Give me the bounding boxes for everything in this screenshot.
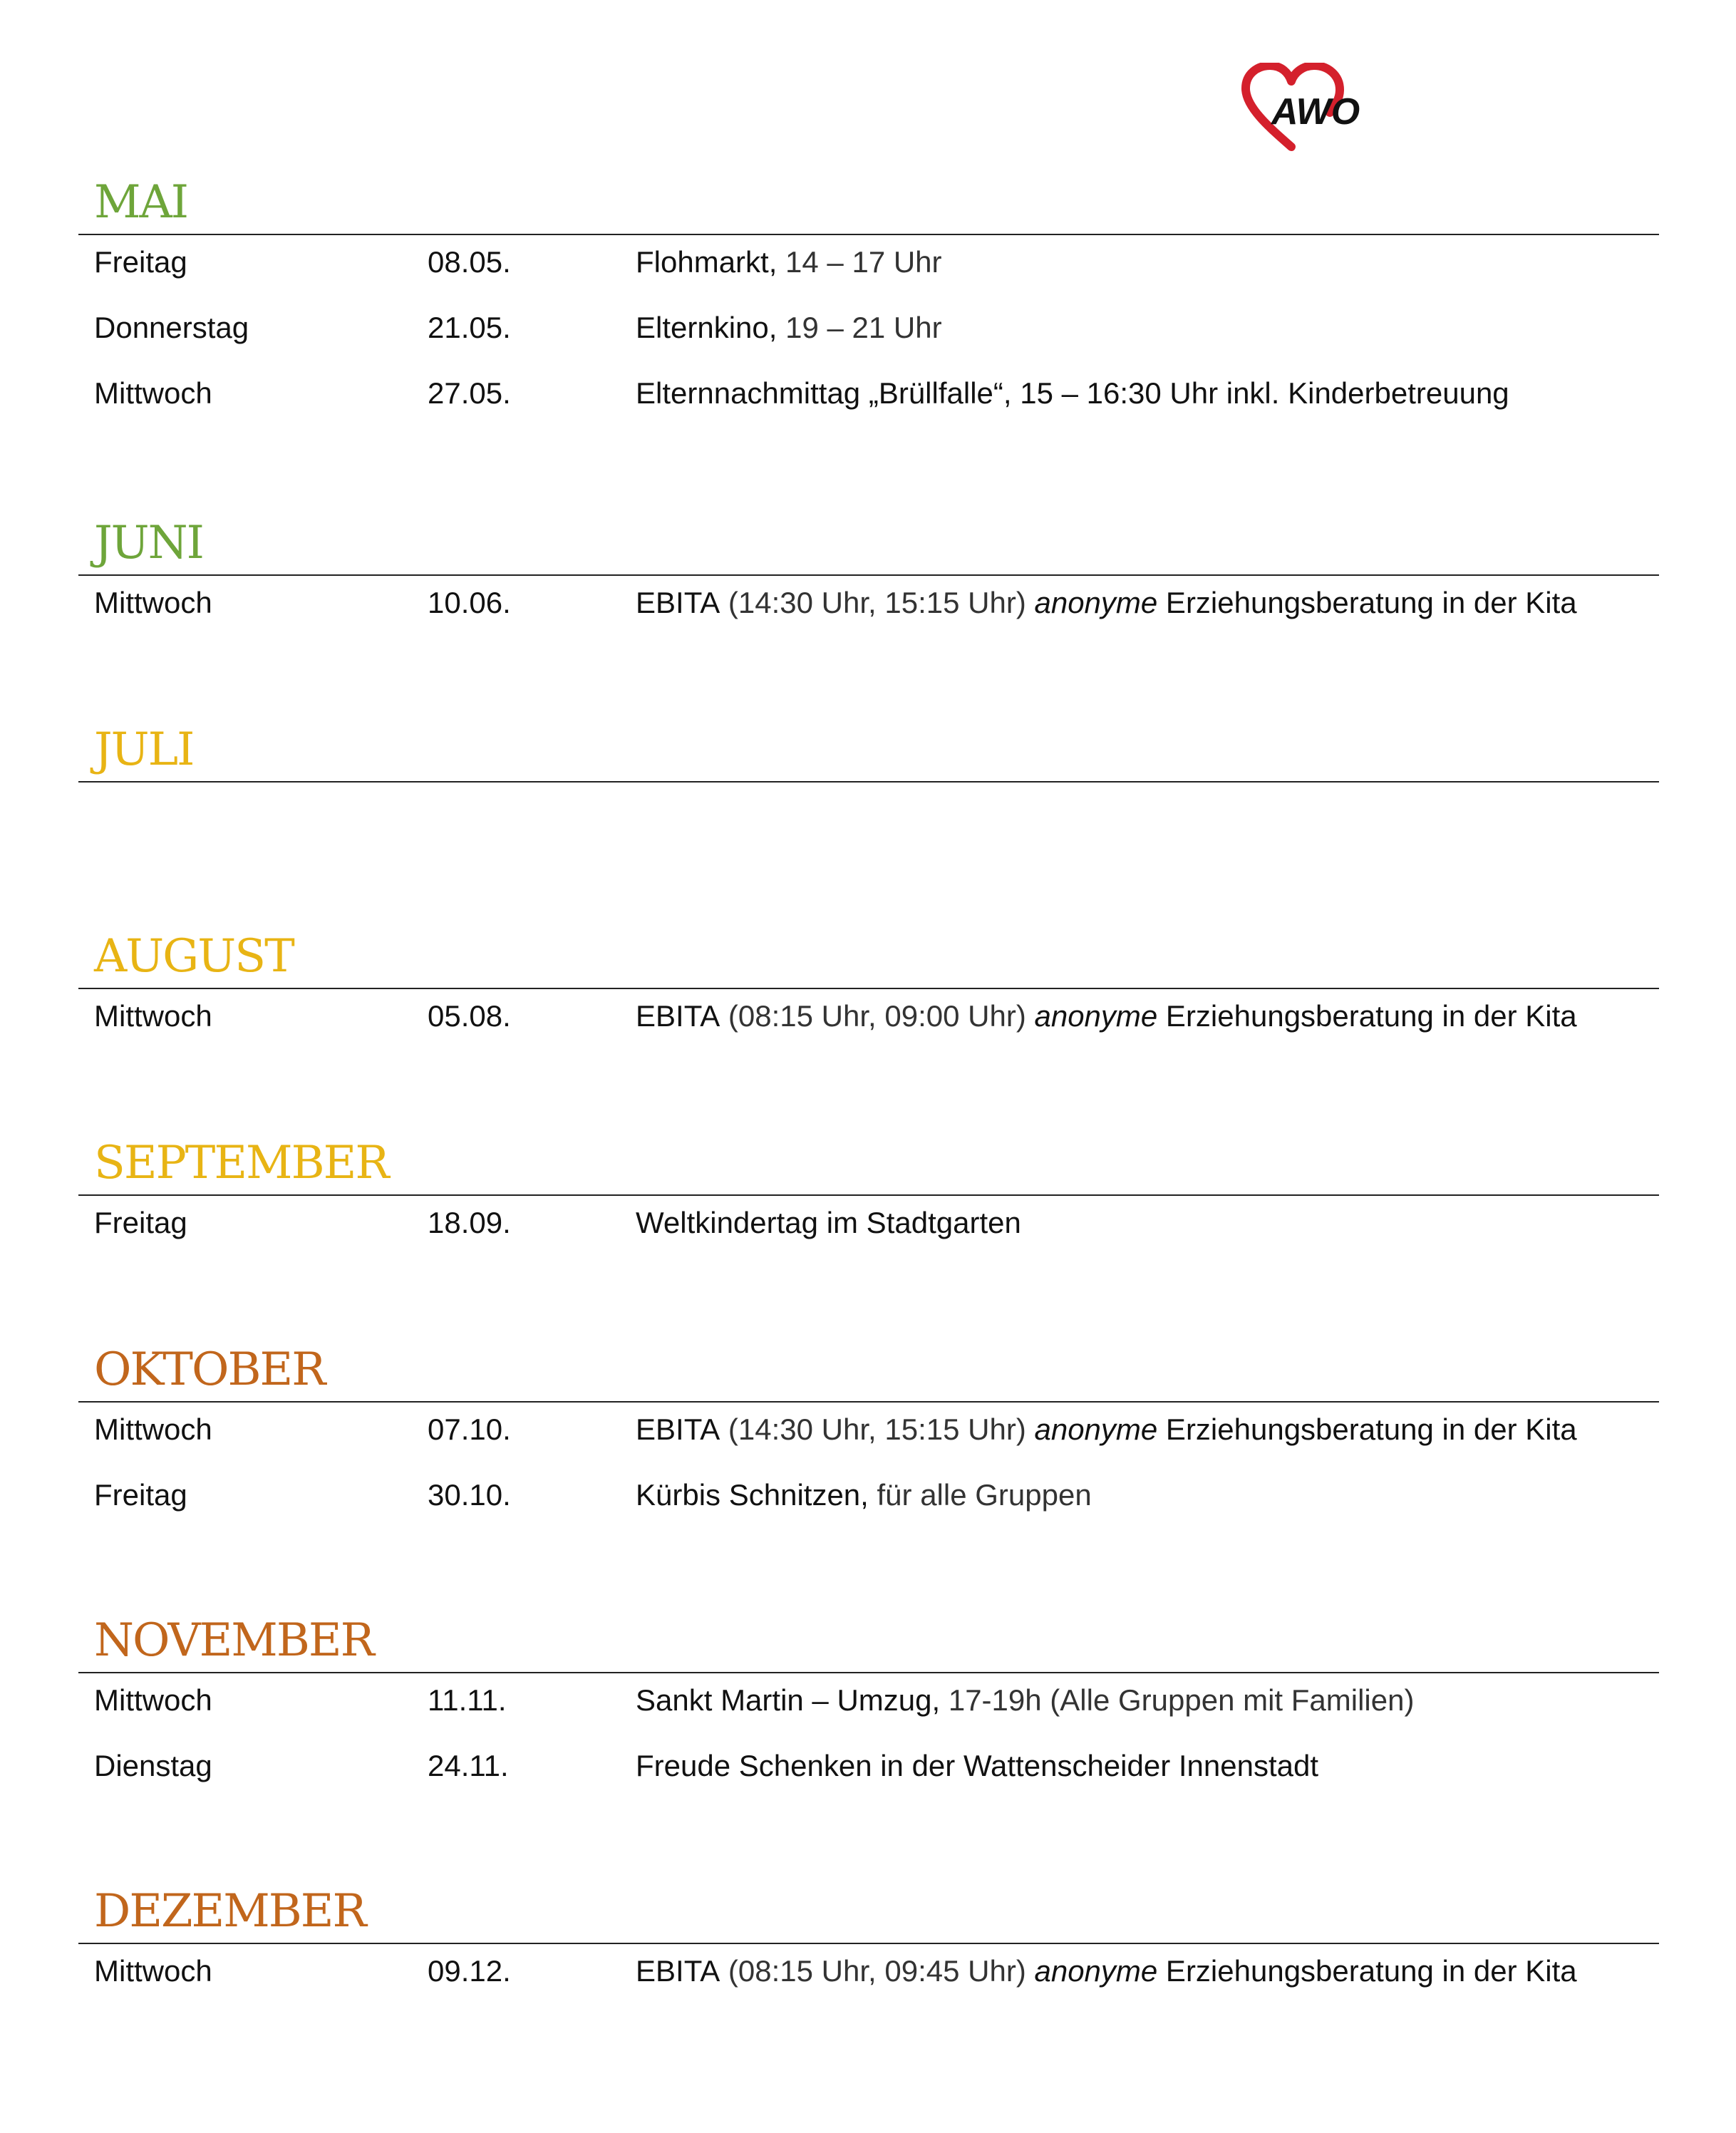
event-row — [78, 1944, 1659, 2010]
event — [636, 1745, 1318, 1787]
month-title: oktober — [94, 1324, 325, 1400]
weekday: Freitag — [94, 245, 187, 279]
month-section-dezember — [78, 1866, 1659, 2010]
date: 24.11. — [428, 1749, 509, 1782]
weekday: Mittwoch — [94, 1412, 212, 1446]
weekday: Mittwoch — [94, 376, 212, 410]
event-detail: (08:15 Uhr, 09:00 Uhr) — [720, 999, 1035, 1033]
awo-logo — [1240, 63, 1368, 155]
month-section-mai — [78, 157, 1659, 432]
event-row — [78, 576, 1659, 641]
event-detail: 19 – 21 Uhr — [777, 311, 942, 344]
month-title: juni — [94, 497, 203, 574]
weekday: Mittwoch — [94, 1683, 212, 1717]
event-title: EBITA — [636, 999, 720, 1033]
month-title: september — [94, 1117, 388, 1194]
event-title: Flohmarkt, — [636, 245, 777, 279]
month-section-juni — [78, 497, 1659, 641]
event-row — [78, 1673, 1659, 1739]
event-emphasis: anonyme — [1034, 1412, 1158, 1446]
event-emphasis: anonyme — [1034, 1954, 1158, 1988]
event — [636, 1474, 1092, 1517]
event-title: Freude Schenken in der Wattenscheider Innenstadt — [636, 1749, 1319, 1782]
event-row — [78, 1196, 1659, 1261]
date: 27.05. — [428, 376, 511, 410]
event-row — [78, 1403, 1659, 1468]
month-section-oktober — [78, 1324, 1659, 1534]
month-title: juli — [94, 704, 194, 780]
event-title: EBITA — [636, 586, 720, 619]
month-title: august — [94, 911, 294, 987]
event-row — [78, 235, 1659, 301]
event-title: Weltkindertag im Stadtgarten — [636, 1206, 1021, 1239]
event — [636, 1679, 1414, 1722]
weekday: Mittwoch — [94, 586, 212, 619]
date: 30.10. — [428, 1478, 511, 1512]
date: 07.10. — [428, 1412, 511, 1446]
event-detail: (14:30 Uhr, 15:15 Uhr) — [720, 586, 1035, 619]
weekday: Donnerstag — [94, 311, 249, 344]
month-section-november — [78, 1595, 1659, 1804]
event-title: Elternnachmittag „Brüllfalle“, 15 – 16:30 Uhr inkl. Kinderbetreuung — [636, 376, 1509, 410]
event-emphasis: anonyme — [1034, 586, 1158, 619]
date: 11.11. — [428, 1683, 507, 1717]
heart-logo-icon — [1240, 63, 1368, 155]
event — [636, 241, 942, 284]
event — [636, 1408, 1577, 1451]
weekday: Mittwoch — [94, 999, 212, 1033]
month-section-september — [78, 1117, 1659, 1261]
event-detail: 17-19h (Alle Gruppen mit Familien) — [940, 1683, 1415, 1717]
event-title: Elternkino, — [636, 311, 777, 344]
date: 08.05. — [428, 245, 511, 279]
event-row — [78, 366, 1659, 432]
event — [636, 1950, 1577, 1993]
event-row — [78, 1739, 1659, 1804]
event-detail: (14:30 Uhr, 15:15 Uhr) — [720, 1412, 1035, 1446]
date: 10.06. — [428, 586, 511, 619]
event — [636, 995, 1577, 1038]
month-section-juli — [78, 704, 1659, 783]
event-detail: für alle Gruppen — [868, 1478, 1092, 1512]
event-emphasis: anonyme — [1034, 999, 1158, 1033]
event-title: EBITA — [636, 1954, 720, 1988]
weekday: Dienstag — [94, 1749, 212, 1782]
event-tail: Erziehungsberatung in der Kita — [1157, 1954, 1577, 1988]
event — [636, 582, 1577, 624]
event-row — [78, 989, 1659, 1055]
event — [636, 306, 942, 349]
event-title: Kürbis Schnitzen, — [636, 1478, 869, 1512]
month-title: dezember — [94, 1866, 366, 1942]
event-tail: Erziehungsberatung in der Kita — [1157, 586, 1577, 619]
event-detail: (08:15 Uhr, 09:45 Uhr) — [720, 1954, 1035, 1988]
divider — [78, 781, 1659, 783]
event-row — [78, 301, 1659, 366]
event-detail: 14 – 17 Uhr — [777, 245, 942, 279]
event-tail: Erziehungsberatung in der Kita — [1157, 999, 1577, 1033]
date: 18.09. — [428, 1206, 511, 1239]
event — [636, 372, 1509, 415]
weekday: Freitag — [94, 1206, 187, 1239]
event-row — [78, 1468, 1659, 1534]
date: 05.08. — [428, 999, 511, 1033]
date: 21.05. — [428, 311, 511, 344]
date: 09.12. — [428, 1954, 511, 1988]
event-title: EBITA — [636, 1412, 720, 1446]
month-section-august — [78, 911, 1659, 1055]
weekday: Freitag — [94, 1478, 187, 1512]
logo-text: AWO — [1271, 91, 1360, 133]
event — [636, 1202, 1021, 1244]
event-title: Sankt Martin – Umzug, — [636, 1683, 941, 1717]
month-title: november — [94, 1595, 373, 1671]
event-tail: Erziehungsberatung in der Kita — [1157, 1412, 1577, 1446]
weekday: Mittwoch — [94, 1954, 212, 1988]
month-title: mai — [94, 157, 188, 233]
